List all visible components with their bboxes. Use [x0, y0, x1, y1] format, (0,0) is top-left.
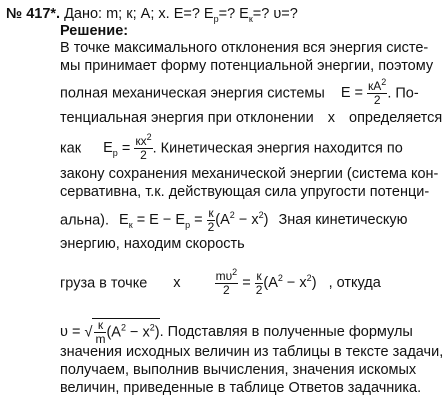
- formula-velocity-sqrt: √ $\frac{к}{m}$ $(A^2 - x^2)$: [84, 318, 160, 346]
- formula-total-energy: $\frac{кA^2}{2}$: [368, 77, 387, 107]
- text-line-12: значения исходных величин из таблицы в тексте задачи,: [60, 344, 443, 360]
- solution-title: Решение:: [60, 23, 129, 39]
- text-line-8: альна). $E_к = E - E_p$ = $\frac{к}{2}$ $(A^2 - x^2)$ Зная кинетическую: [60, 206, 408, 234]
- formula-potential-energy: $\frac{кx^2}{2}$: [135, 132, 152, 162]
- text-line-3: полная механическая энергия системы E = $\frac{кA^2}{2}$ . По-: [60, 77, 419, 107]
- text-line-14: величин, приведенные в таблице Ответов задачника.: [60, 380, 422, 396]
- problem-header: [6, 6, 298, 22]
- text-line-5: как $E_p$ = $\frac{кx^2}{2}$ . Кинетическая энергия находится по: [60, 132, 403, 162]
- text-line-6: закону сохранения механической энергии (система кон-: [60, 166, 439, 182]
- text-line-13: получаем, выполнив вычисления, значения искомых: [60, 362, 417, 378]
- unknowns: E=? $E_p=$? $E_к=$? υ=?: [173, 6, 298, 24]
- given-data: Дано: m; к; A; x.: [64, 6, 170, 22]
- text-line-1: В точке максимального отклонения вся энергия систе-: [60, 40, 429, 56]
- text-line-9: энергию, находим скорость: [60, 236, 245, 252]
- text-line-7: сервативна, т.к. действующая сила упругости потенци-: [60, 184, 430, 200]
- formula-kinetic-energy: $E_к = E - E_p$ = $\frac{к}{2}$ $(A^2 - x^2)$: [119, 206, 269, 234]
- text-line-2: мы принимает форму потенциальной энергии, поэтому: [60, 58, 434, 74]
- text-line-10: груза в точке x $\frac{m\upsilon^2}{2}$ = $\frac{к}{2}$ $(A^2 - x^2)$ , откуда: [60, 267, 381, 297]
- formula-velocity-equation: $\frac{m\upsilon^2}{2}$ = $\frac{к}{2}$ $(A^2 - x^2)$: [215, 267, 317, 297]
- text-line-11: υ = √ $\frac{к}{m}$ $(A^2 - x^2)$. Подставляя в полученные формулы: [60, 318, 413, 346]
- problem-number: № 417*.: [6, 6, 61, 22]
- text-line-4: тенциальная энергия при отклонении x определяется: [60, 110, 443, 126]
